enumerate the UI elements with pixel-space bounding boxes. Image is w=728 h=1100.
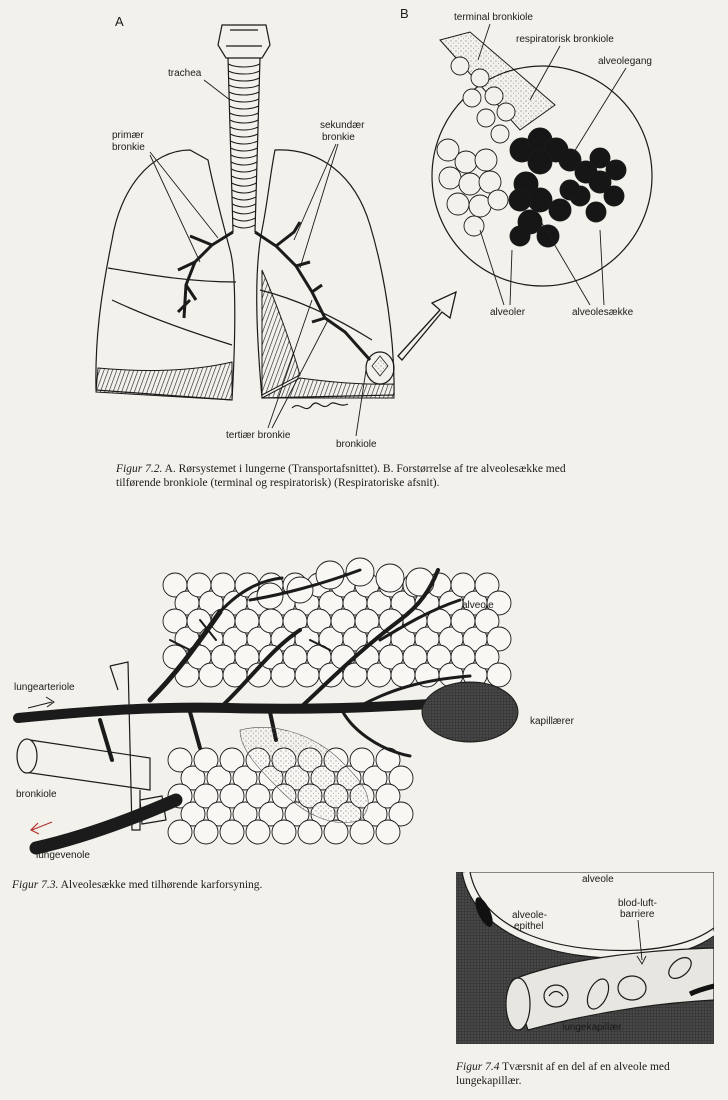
label-alveole-7-3: alveole — [462, 600, 494, 611]
trachea-ring — [232, 211, 255, 214]
caption-7-2-number: Figur 7.2. — [116, 463, 163, 475]
alveolus — [246, 820, 270, 844]
alveolar-sac — [586, 202, 606, 222]
alveolar-sac — [509, 189, 531, 211]
label-sekundaer-2: bronkie — [322, 132, 355, 143]
alveolus — [475, 149, 497, 171]
alveolar-sac — [528, 188, 552, 212]
label-tertiaer: tertiær bronkie — [226, 430, 291, 441]
venule-flow-arrow — [31, 822, 52, 834]
alveolar-sac — [606, 160, 626, 180]
label-barriere-1: blod-luft- — [618, 898, 657, 909]
label-primaer-1: primær — [112, 130, 144, 141]
caption-7-4-line1: Tværsnit af en del af en alveole med — [499, 1061, 670, 1073]
alveolar-sac — [510, 226, 530, 246]
label-lungevenole: lungevenole — [36, 850, 90, 861]
alveolus — [487, 663, 511, 687]
trachea-ring — [231, 155, 257, 158]
lungevenole-vessel — [36, 800, 176, 848]
figure-7-2-panel-a — [96, 14, 456, 450]
capillary-network — [422, 682, 518, 742]
trachea-ring — [229, 85, 259, 88]
caption-7-4 — [456, 1060, 716, 1088]
trachea-ring — [229, 92, 259, 95]
label-alveolesaekke: alveolesække — [572, 307, 634, 318]
alveolar-sac — [604, 186, 624, 206]
panel-a-letter: A — [115, 14, 124, 29]
trachea-ring — [228, 64, 260, 67]
trachea-ring — [229, 99, 259, 102]
alveolus — [455, 151, 477, 173]
alveolus — [451, 57, 469, 75]
alveolus — [220, 820, 244, 844]
alveolus — [491, 125, 509, 143]
label-trachea: trachea — [168, 68, 202, 79]
trachea-ring — [231, 148, 258, 151]
trachea-ring — [232, 204, 256, 207]
alveolar-sac — [537, 225, 559, 247]
caption-7-4-number: Figur 7.4 — [456, 1061, 500, 1073]
trachea-ring — [230, 141, 257, 144]
alveolar-sacs-dark — [509, 128, 626, 247]
trachea-ring — [230, 134, 258, 137]
arteriole-flow-arrow — [28, 697, 54, 708]
caption-7-4-line2: lungekapillær. — [456, 1075, 522, 1087]
alveolus — [477, 109, 495, 127]
figure-7-4 — [456, 872, 714, 1044]
label-lungekapillaer: lungekapillær — [562, 1022, 622, 1033]
trachea-ring — [232, 190, 256, 193]
trachea-ring — [229, 78, 260, 81]
label-primaer-2: bronkie — [112, 142, 145, 153]
alveolus — [168, 820, 192, 844]
alveolus — [272, 820, 296, 844]
trachea-ring — [231, 162, 257, 165]
trachea-ring — [232, 197, 256, 200]
trachea-ring — [230, 113, 259, 116]
alveolus — [488, 190, 508, 210]
alveolar-sac — [528, 150, 552, 174]
alveolar-sac — [549, 199, 571, 221]
magnify-arrow — [398, 292, 456, 360]
label-bronkiole-7-3: bronkiole — [16, 789, 57, 800]
alveolus — [194, 820, 218, 844]
trachea-ring — [229, 106, 258, 109]
panel-b-letter: B — [400, 6, 409, 21]
trachea-ring — [232, 183, 257, 186]
label-bronkiole-7-2: bronkiole — [336, 439, 377, 450]
figure-7-3 — [14, 558, 575, 861]
alveolus — [376, 564, 404, 592]
label-alveole-7-4: alveole — [582, 874, 614, 885]
trachea-ring — [230, 120, 258, 123]
label-sekundaer-1: sekundær — [320, 120, 365, 131]
label-alveole-epithel-2: epithel — [514, 921, 544, 932]
alveolus — [497, 103, 515, 121]
label-alveolegang: alveolegang — [598, 56, 652, 67]
caption-7-2 — [116, 462, 656, 490]
alveolus — [485, 87, 503, 105]
alveolus — [350, 820, 374, 844]
figure-7-2-panel-b — [400, 6, 652, 318]
alveolus — [439, 167, 461, 189]
caption-7-3 — [12, 878, 432, 892]
trachea-ring — [228, 71, 259, 74]
alveolus — [463, 89, 481, 107]
alveolus — [447, 193, 469, 215]
alveolus — [471, 69, 489, 87]
label-kapillaerer: kapillærer — [530, 716, 574, 727]
label-lungearteriole: lungearteriole — [14, 682, 75, 693]
alveolus — [459, 173, 481, 195]
right-lung-drawing — [96, 150, 236, 400]
label-barriere-2: barriere — [620, 909, 655, 920]
trachea-ring — [231, 169, 257, 172]
label-respiratorisk: respiratorisk bronkiole — [516, 34, 614, 45]
alveolus — [376, 820, 400, 844]
artist-signature — [292, 403, 348, 409]
label-terminal: terminal bronkiole — [454, 12, 533, 23]
alveolus — [406, 568, 434, 596]
trachea-ring — [230, 127, 258, 130]
alveolus — [324, 820, 348, 844]
left-lung-drawing — [257, 150, 394, 398]
label-alveole-epithel-1: alveole- — [512, 910, 548, 921]
caption-7-3-text: Alveolesække med tilhørende karforsyning. — [58, 879, 263, 891]
caption-7-2-line2: tilførende bronkiole (terminal og respiratorisk) (Respiratoriske afsnit). — [116, 477, 440, 489]
trachea-ring — [231, 176, 256, 179]
label-alveoler: alveoler — [490, 307, 526, 318]
alveolar-sac — [560, 180, 580, 200]
caption-7-3-number: Figur 7.3. — [12, 879, 59, 891]
caption-7-2-line1: A. Rørsystemet i lungerne (Transportafsnittet). B. Forstørrelse af tre alveolesække med — [162, 463, 566, 475]
alveolus — [298, 820, 322, 844]
trachea-ring — [233, 218, 256, 221]
trachea-drawing — [228, 58, 260, 232]
trachea-ring — [233, 225, 255, 228]
